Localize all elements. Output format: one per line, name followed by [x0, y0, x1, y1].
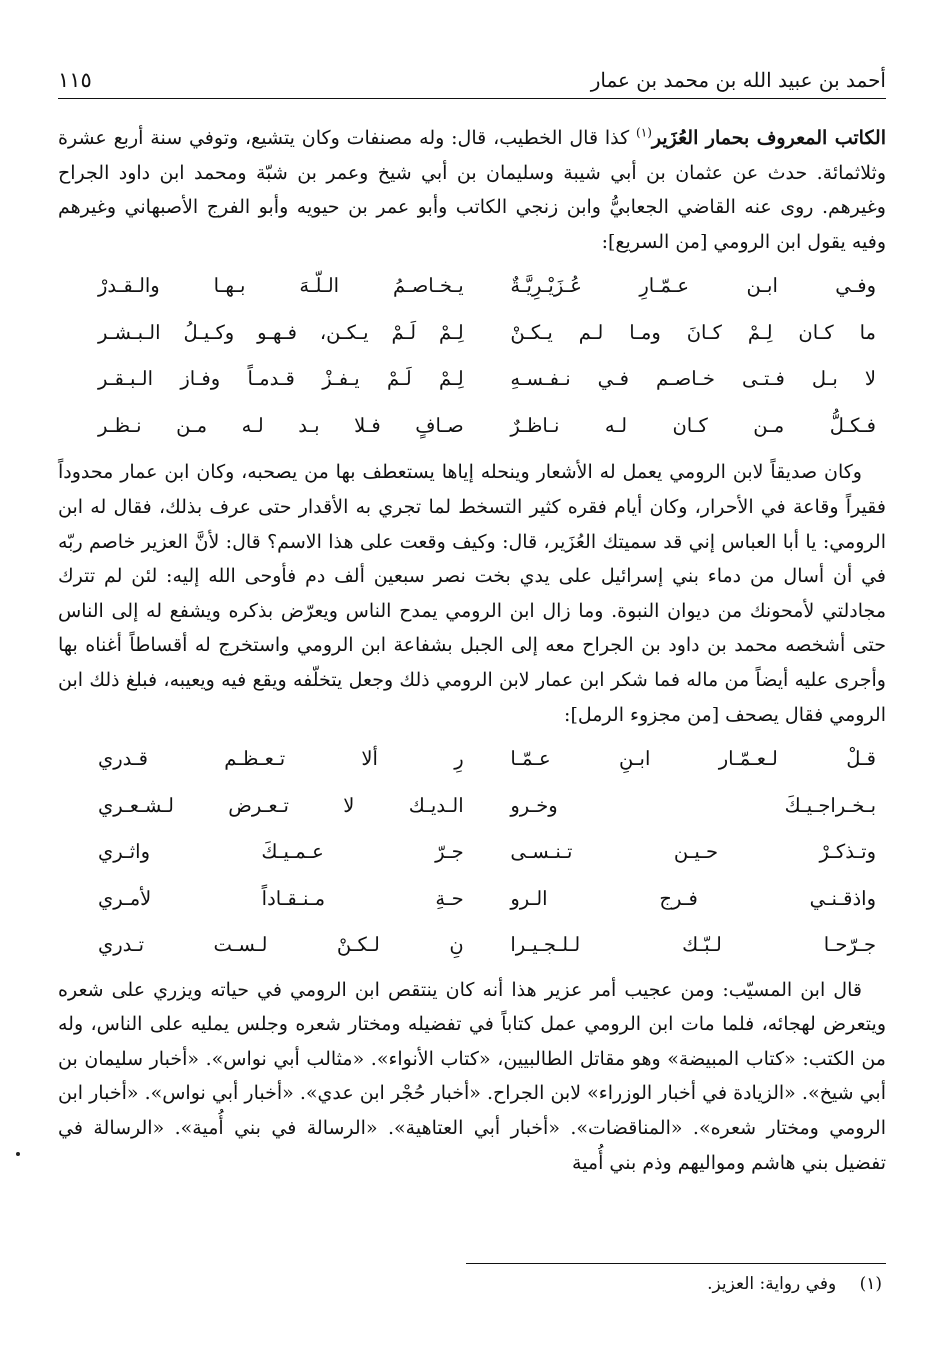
- hemistich-left: جـرّ عـمـيـكَ واثـري: [98, 840, 464, 864]
- hemistich-left: رِ ألا تـعـظـم قـدري: [98, 747, 464, 771]
- hemistich-left: صـافٍ فـلا بـد لـه مـن نـظـر: [98, 413, 464, 437]
- hemistich-right: جـرّحـا لـبّـك لـلـجـيـرا: [510, 933, 876, 957]
- hemistich-right: ما كـان لِـمْ كـانَ ومـا لـم يـكـنْ: [510, 320, 876, 344]
- hemistich-left: لِـمْ لَـمْ يـكـن، فـهـو وكـيـلُ الـبـشـر: [98, 320, 464, 344]
- body-text: [58, 121, 886, 1180]
- hemistich-left: حـةِ مـنـقـاداً لأمـري: [98, 886, 464, 910]
- margin-mark: [16, 1152, 20, 1156]
- verse-line: [98, 356, 876, 403]
- footnote-1: [58, 1274, 886, 1294]
- hemistich-right: بـخـراجـيـكَ وخـرو: [510, 793, 876, 817]
- verse-line: [98, 783, 876, 830]
- footnote-divider: [466, 1263, 886, 1264]
- hemistich-right: وفـي ابـن عـمّـارِ عُـزَيْـرِيَّـةٌ: [510, 274, 876, 298]
- hemistich-left: الـديـك لا تـعـرض لـشـعـري: [98, 793, 464, 817]
- footnote-ref[interactable]: (١): [636, 125, 652, 140]
- hemistich-right: قـلْ لـعـمّـار ابـنِ عـمّـا: [510, 747, 876, 771]
- hemistich-right: لا بـل فـتـى خـاصـم فـي نـفـسـهِ: [510, 367, 876, 391]
- paragraph-1: [58, 121, 886, 259]
- verse-line: [98, 263, 876, 310]
- poem-ramal: [58, 736, 886, 969]
- book-page: [58, 48, 886, 1348]
- verse-line: [98, 403, 876, 450]
- footnotes: [58, 1263, 886, 1294]
- paragraph-1-text: كذا قال الخطيب، قال: وله مصنفات وكان يتشيع، وتوفي سنة أربع عشرة وثلاثمائة. حدث عن عثمان بن أبي شيبة وسليمان بن أبي شيخ وعمر بن شبّة ومحمد ابن داود الجراح وغيرهم. روى عنه القاضي الجعابيُّ وابن زنجي الكاتب وأبو عمر بن حيويه وأبو الفرج الأصبهاني وغيرهم وفيه يقول ابن الرومي [من السريع]:: [58, 127, 886, 253]
- verse-line: [98, 736, 876, 783]
- verse-line: [98, 876, 876, 923]
- running-header: [58, 48, 886, 99]
- poem-sari: [58, 263, 886, 449]
- hemistich-right: فـكـلُّ مـن كـان لـه نـاظـرٌ: [510, 413, 876, 437]
- heading-phrase: الكاتب المعروف بحمار العُزَير: [651, 127, 887, 149]
- hemistich-left: يـخـاصـمُ الـلّـهَ بـهـا والـقـدرْ: [98, 274, 464, 298]
- running-title: أحمد بن عبيد الله بن محمد بن عمار: [590, 68, 886, 92]
- hemistich-left: نِ لـكـنْ لـسـت تـدري: [98, 933, 464, 957]
- hemistich-right: وتـذكـرْ حـيـن تـنـسـى: [510, 840, 876, 864]
- hemistich-left: لِـمْ لَـمْ يـفـزْ قـدمـاً وفـاز الـبـقـر: [98, 367, 464, 391]
- paragraph-2: وكان صديقاً لابن الرومي يعمل له الأشعار وينحله إياها يستعطف بها من يصحبه، وكان ابن عمار محدوداً فقيراً وقاعة في الأحرار، وكان أيام فقره كثير التسخط لما تجري به الأقدار حتى عرف بذلك، فقال له ابن الرومي: يا أبا العباس إني قد سميتك العُزَير، قال: وكيف وقعت على هذا الاسم؟ قال: لأنَّ العزير خاصم ربّه في أن أسال من دماء بني إسرائيل على يدي بخت نصر سبعين ألف دم فأوحى الله إليه: لئن لم تترك مجادلتي لأمحونك من ديوان النبوة. وما زال ابن الرومي يمدح الناس ويعرّض بذكره ويشفع له إلى الناس حتى أشخصه محمد بن داود بن الجراح معه إلى الجبل بشفاعة ابن الرومي واستخرج له أقساطاً أغناه بها وأجرى عليه أيضاً من ماله فما شكر ابن عمار لابن الرومي ذلك وجعل يتخلّفه ويقع فيه ويعيبه، فبلغ ذلك ابن الرومي فقال يصحف [من مجزوء الرمل]:: [58, 461, 886, 726]
- hemistich-right: واذقـنـي فـرج الـرو: [510, 886, 876, 910]
- footnote-text: وفي رواية: العزيز.: [707, 1274, 837, 1294]
- paragraph-3: قال ابن المسيّب: ومن عجيب أمر عزير هذا أنه كان ينتقص ابن الرومي في حياته ويزري على شعره ويتعرض لهجائه، فلما مات ابن الرومي عمل كتاباً في تفضيله ومختار شعره وجلس يمليه على الناس، وله من الكتب: «كتاب المبيضة» وهو مقاتل الطالبيين، «كتاب الأنواء». «مثالب أبي نواس». «أخبار سليمان بن أبي شيخ». «الزيادة في أخبار الوزراء» لابن الجراح. «أخبار حُجْر ابن عدي». «أخبار أبي نواس». «أخبار ابن الرومي ومختار شعره». «المناقضات». «أخبار أبي العتاهية». «الرسالة في بني أُمية». «الرسالة في تفضيل بني هاشم ومواليهم وذم بني أُمية: [58, 978, 886, 1174]
- verse-line: [98, 922, 876, 969]
- page-number: ١١٥: [58, 68, 92, 92]
- verse-line: [98, 310, 876, 357]
- footnote-number: (١): [859, 1274, 882, 1294]
- verse-line: [98, 829, 876, 876]
